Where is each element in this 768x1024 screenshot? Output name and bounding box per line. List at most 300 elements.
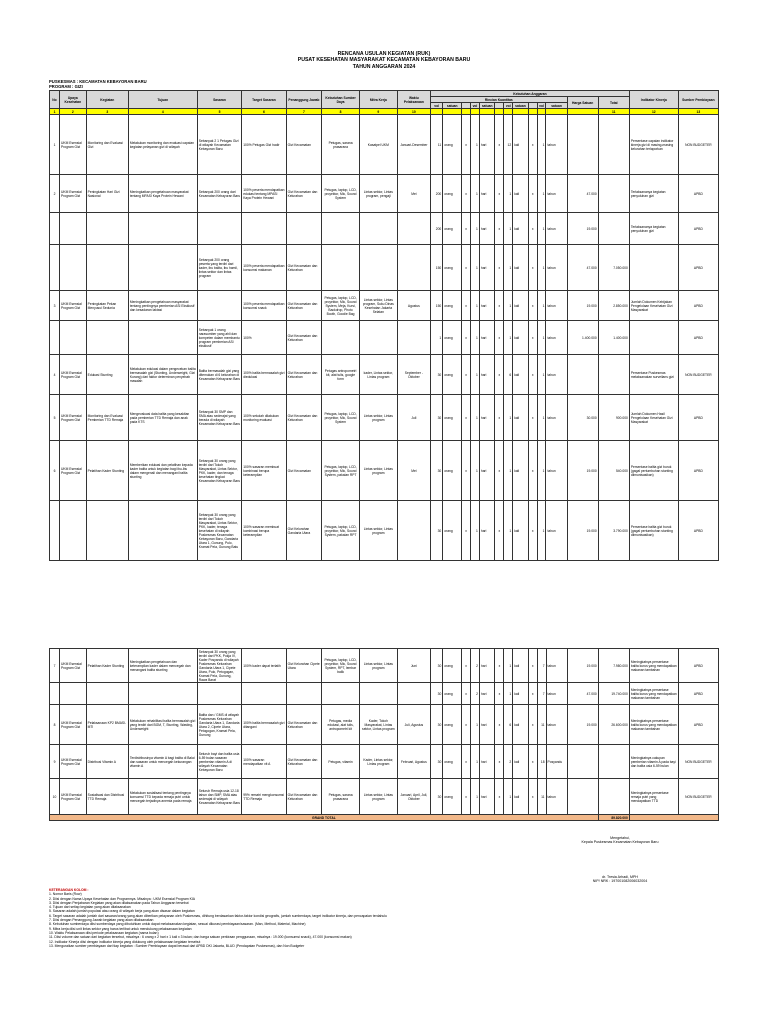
cell-pj: Gizi Kecamatan (286, 441, 322, 501)
cell-kegiatan: Sosialisasi dan Distribusi TTD Remaja (86, 779, 128, 815)
column-number: 2 (60, 109, 87, 115)
cell-total: 26.600.000 (598, 705, 629, 745)
cell-x3: x (528, 355, 537, 395)
cell-s1: orang (443, 321, 462, 355)
cell-v1: 30 (431, 705, 443, 745)
cell-kegiatan (86, 501, 128, 561)
cell-s3: kali (513, 213, 529, 245)
cell-s3: kali (513, 291, 529, 321)
cell-s1: orang (443, 745, 462, 779)
cell-mitra: Lintas sektor, Lintas program (359, 395, 397, 441)
cell-s3: kali (513, 395, 529, 441)
cell-s1: orang (443, 395, 462, 441)
cell-biaya: APBD (678, 705, 718, 745)
note-item: 11. Diisi volume dan satuan dari kegiatan tersebut, misalnya : 6 orang x 2 hari x 1 kali x 3 bulan; dan harga satuan perkiraan penggunaan, misalnya : 19.000 (konsumsi snack), 47.000 (konsumsi makan) (49, 935, 352, 940)
cell-x3: x (528, 175, 537, 213)
cell-indikator: Meningkatnya persentase balita kurus yang mendapatkan makanan tambahan (629, 649, 678, 683)
cell-x2: x (495, 705, 504, 745)
cell-v1: 11 (431, 115, 443, 175)
cell-v3: 1 (504, 441, 513, 501)
cell-waktu (397, 245, 430, 291)
cell-tujuan: Melakukan rehabilitasi balita bermasalah gizi yang terdiri dari BGM, T, Stunting, Wasting, Underweight (128, 705, 197, 745)
cell-tujuan: Melakukan monitoring dan evaluasi capaian kegiatan pelayanan gizi di wilayah (128, 115, 197, 175)
cell-biaya: NON BUDGETER (678, 355, 718, 395)
cell-v4: 1 (537, 245, 546, 291)
cell-upaya: UKM Esensial Program Gizi (60, 705, 87, 745)
cell-s4: tahun (546, 501, 567, 561)
cell-s1: orang (443, 213, 462, 245)
cell-s2: hari (479, 441, 495, 501)
note-item: 3. Diisi dengan Penjabaran Kegiatan yang akan dilaksanakan pada Tahun Anggaran tersebut (49, 900, 189, 905)
cell-upaya: UKM Esensial Program Gizi (60, 779, 87, 815)
cell-v2: 1 (471, 355, 480, 395)
cell-biaya: APBD (678, 395, 718, 441)
notes-section (49, 888, 649, 948)
program-label: PROGRAM : GIZI (49, 84, 83, 89)
cell-total: 7.980.000 (598, 649, 629, 683)
cell-no: 2 (50, 175, 60, 213)
cell-harga: 19.000 (567, 705, 598, 745)
cell-kegiatan (86, 245, 128, 291)
cell-x1: x (462, 501, 471, 561)
cell-waktu (397, 213, 430, 245)
signature-block-bottom (570, 875, 670, 884)
note-item: 9. Mitra kerja diisi unit lintas sektor yang harus terlibat untuk mendukung pelaksanaan kegiatan (49, 926, 192, 931)
cell-s3: kali (513, 745, 529, 779)
cell-s3: kali (513, 501, 529, 561)
cell-s2: hari (479, 245, 495, 291)
col-anggaran: Kebutuhan Anggaran (431, 91, 630, 97)
cell-mitra: Kasatpel UKM (359, 115, 397, 175)
col-sumber-daya: Kebutuhan Sumber Daya (322, 91, 360, 109)
cell-x3: x (528, 705, 537, 745)
note-item: 1. Nomor Baris (Row) (49, 892, 82, 897)
cell-x1: x (462, 649, 471, 683)
cell-v4: 1 (537, 501, 546, 561)
cell-sd (322, 321, 360, 355)
cell-v1: 30 (431, 501, 443, 561)
column-number: 7 (286, 109, 322, 115)
cell-x2: x (495, 649, 504, 683)
cell-waktu: Mei (397, 175, 430, 213)
cell-s3: kali (513, 683, 529, 705)
unit-info (49, 79, 147, 89)
cell-harga (567, 355, 598, 395)
cell-x1: x (462, 213, 471, 245)
cell-total: 900.000 (598, 395, 629, 441)
cell-s2: hari (479, 175, 495, 213)
cell-kegiatan: Distribusi Vitamin A (86, 745, 128, 779)
col-no: No (50, 91, 60, 109)
cell-tujuan: Memberikan edukasi dan pelatihan kepada kader balita untuk kegiatan bagi ibu-ibu dalam mengenali dan menangani balita stunting (128, 441, 197, 501)
cell-pj: Gizi Kelurahan Gandaria Utara (286, 501, 322, 561)
cell-v1: 150 (431, 245, 443, 291)
cell-pj: Gizi Kecamatan dan Kelurahan (286, 321, 322, 355)
cell-s3: kali (513, 779, 529, 815)
cell-s2: hari (479, 213, 495, 245)
cell-pj: Gizi Kecamatan dan Kelurahan (286, 291, 322, 321)
table-row (50, 213, 719, 245)
cell-v1: 30 (431, 745, 443, 779)
table-row (50, 115, 719, 175)
column-number: 8 (322, 109, 360, 115)
cell-indikator: Meningkatnya persentase remaja putri yang mendapatkan TTD (629, 779, 678, 815)
cell-mitra: Lintas sektor, Lintas program (359, 779, 397, 815)
cell-total: 19.740.000 (598, 683, 629, 705)
col-satuan-1: satuan (443, 103, 462, 109)
cell-biaya: APBD (678, 501, 718, 561)
cell-biaya: APBD (678, 441, 718, 501)
cell-v4: 1 (537, 213, 546, 245)
cell-sasaran (197, 213, 241, 245)
cell-mitra: Lintas sektor, Lintas program, pengaji (359, 175, 397, 213)
cell-x1: x (462, 291, 471, 321)
cell-tujuan: Meningkatkan pengetahuan masyarakat tentang MPASI Kaya Protein Hewani (128, 175, 197, 213)
cell-waktu: Juli (397, 395, 430, 441)
cell-indikator: Jumlah Dokumen Kebijakan Pengelolaan Kesehatan Gizi Masyarakat (629, 291, 678, 321)
cell-kegiatan (86, 683, 128, 705)
cell-harga (567, 779, 598, 815)
cell-v2: 1 (471, 175, 480, 213)
cell-mitra (359, 245, 397, 291)
cell-mitra: Kader, Tokoh Masyarakat, Lintas sektor, Lintas program (359, 705, 397, 745)
cell-s3: kali (513, 115, 529, 175)
cell-sd (322, 245, 360, 291)
grand-total-row (50, 815, 719, 821)
cell-v4: 11 (537, 779, 546, 815)
cell-s3: kali (513, 649, 529, 683)
cell-kegiatan: Pelaksanaan KP2 BMASI-MTI (86, 705, 128, 745)
cell-waktu: Juni (397, 649, 430, 683)
cell-pj: Gizi Kecamatan dan Kelurahan (286, 395, 322, 441)
cell-target: 100% sasaran membuat kombinasi berupa keterampilan (242, 441, 286, 501)
cell-harga: 1.400.000 (567, 321, 598, 355)
cell-v3: 1 (504, 291, 513, 321)
cell-kegiatan: Monitoring dan Evaluasi Pemberian TTD Remaja (86, 395, 128, 441)
cell-target: 100% sekolah dilakukan monitoring evaluasi (242, 395, 286, 441)
jabatan-label: Kepala Puskesmas Kecamatan Kebayoran Baru (581, 840, 659, 845)
cell-tujuan (128, 245, 197, 291)
cell-v3: 2 (504, 745, 513, 779)
cell-indikator (629, 245, 678, 291)
cell-x3: x (528, 245, 537, 291)
cell-x3: x (528, 501, 537, 561)
cell-tujuan: Melakukan edukasi dalam pengecekan balita bermasalah gizi (Stunting, Underweight, Gizi Kurang) dari faktor determinan penyebab masalah (128, 355, 197, 395)
cell-target: 100% sasaran membuat kombinasi berupa keterampilan (242, 501, 286, 561)
table-row (50, 245, 719, 291)
signer-name: dr. Tresia Arhadi, MPH (602, 875, 638, 879)
cell-total: 1.400.000 (598, 321, 629, 355)
cell-s3: kali (513, 245, 529, 291)
cell-total (598, 213, 629, 245)
cell-mitra: Lintas sektor, Lintas program (359, 501, 397, 561)
cell-x3: x (528, 291, 537, 321)
cell-x2: x (495, 683, 504, 705)
cell-sd: Petugas, laptop, LCD, proyektor, Mic, Sound System, Meja, Kursi, Backdrop, Photo Booth, Goodie Bag (322, 291, 360, 321)
cell-v4: 1 (537, 395, 546, 441)
cell-biaya: APBD (678, 175, 718, 213)
note-item: 10. Waktu Pelaksanaan diisi periode pelaksanaan kegiatan (nama bulan) (49, 930, 159, 935)
cell-target: 100% Petugas Gizi hadir (242, 115, 286, 175)
cell-v2: 1 (471, 213, 480, 245)
cell-s4: tahun (546, 649, 567, 683)
cell-sasaran (197, 291, 241, 321)
cell-sasaran: Seluruh bayi dan balita usia 6-59 bulan sasaran pemberian vitamin A di wilayah Kecamatan Kebayoran Baru (197, 745, 241, 779)
cell-sasaran: Sebanyak 1 orang narasumber yang ahli dan kompeten dalam membantu program pemberian ASI eksklusif (197, 321, 241, 355)
cell-upaya: UKM Esensial Program Gizi (60, 395, 87, 441)
cell-sd: Petugas, laptop, LCD, proyektor, Mic, Sound System (322, 395, 360, 441)
table-body-bottom (50, 649, 719, 815)
cell-upaya (60, 501, 87, 561)
cell-biaya: APBD (678, 321, 718, 355)
note-item: 6. Target sasaran adalah jumlah dari sasaran/orang yang akan diberikan pelayanan oleh Puskesmas, dihitung berdasarkan faktor-faktor kondisi geografis, jumlah sumberdaya, target indikator kinerja, dan pencapaian terdahulu (49, 913, 387, 918)
cell-v2: 1 (471, 745, 480, 779)
cell-x1: x (462, 683, 471, 705)
cell-x3: x (528, 649, 537, 683)
cell-waktu (397, 683, 430, 705)
table-row (50, 441, 719, 501)
cell-sasaran (197, 683, 241, 705)
cell-sasaran: Sebanyak 200 orang dari Kecamatan Kebayoran Baru (197, 175, 241, 213)
cell-v2: 1 (471, 441, 480, 501)
cell-v4: 7 (537, 649, 546, 683)
cell-s3: kali (513, 321, 529, 355)
cell-x2: x (495, 745, 504, 779)
cell-total: 7.050.000 (598, 245, 629, 291)
cell-sasaran: Balita bermasalah gizi yang ditemukan di 6 kelurahan di Kecamatan Kebayoran Baru (197, 355, 241, 395)
cell-s4: tahun (546, 705, 567, 745)
cell-sd: Petugas, media edukasi, alat tulis, antropometri kit (322, 705, 360, 745)
cell-indikator: Terlaksananya kegiatan penyuluhan gizi (629, 213, 678, 245)
cell-v4: 1 (537, 115, 546, 175)
cell-tujuan: Terdistribusinya vitamin A bagi balita di Balai dan sasaran untuk mencegah kekurangan vitamin A (128, 745, 197, 779)
cell-v4: 1 (537, 441, 546, 501)
cell-target: 100% (242, 321, 286, 355)
cell-s4: tahun (546, 779, 567, 815)
cell-v1: 1 (431, 321, 443, 355)
document-title (0, 51, 768, 70)
mengetahui-label: Mengetahui, (610, 836, 630, 840)
col-target: Target Sasaran (242, 91, 286, 109)
note-item: 13. Menguraikan sumber pembiayaan dari tiap kegiatan : Sumber Pembiayaan dapat berasal dari APBD DKI Jakarta, BLUD (Pendapatan Puskesmas), dan Non Budgeter (49, 943, 305, 948)
cell-s2: hari (479, 355, 495, 395)
table-body-top (50, 115, 719, 561)
cell-tujuan: Meningkatkan pengetahuan dan keterampilan kader dalam mencegah dan menangani balita stunting (128, 649, 197, 683)
cell-indikator: Meningkatnya persentase balita kurus yang mendapatkan makanan tambahan (629, 683, 678, 705)
cell-sasaran: Sebanyak 2 1 Petugas Gizi di wilayah Kecamatan Kebayoran Baru (197, 115, 241, 175)
cell-x2: x (495, 321, 504, 355)
cell-sasaran: Sebanyak 30 SMP dan SMA atau sederajat yang berada di wilayah Kecamatan Kebayoran Baru (197, 395, 241, 441)
col-sumber-pembiayaan: Sumber Pembiayaan (678, 91, 718, 109)
cell-v4: 11 (537, 705, 546, 745)
cell-upaya (60, 245, 87, 291)
cell-v3: 1 (504, 245, 513, 291)
cell-harga: 19.000 (567, 441, 598, 501)
cell-v2: 2 (471, 683, 480, 705)
cell-s1: orang (443, 649, 462, 683)
cell-sasaran: Sebanyak 30 orang yang terdiri dari PKK, Pokja IV, Kader Posyandu di wilayah Puskesmas Kelurahan Gandaria Utara 1, Cipete Utara, Pulo, Petogogan, Kramat Pela, Gunung, Rawa Barat (197, 649, 241, 683)
cell-v4: 1 (537, 355, 546, 395)
cell-no: 10 (50, 779, 60, 815)
cell-mitra: kader, Lintas sektor, Lintas program (359, 355, 397, 395)
grand-total-label: GRAND TOTAL (50, 815, 599, 821)
cell-no (50, 683, 60, 705)
cell-mitra: Lintas sektor, Lintas program (359, 441, 397, 501)
cell-harga (567, 745, 598, 779)
cell-indikator: Meningkatnya cakupan pemberian vitamin A pada bayi dan balita usia 6-59 bulan (629, 745, 678, 779)
cell-upaya: UKM Esensial Program Gizi (60, 291, 87, 321)
cell-total (598, 115, 629, 175)
col-satuan-2: satuan (479, 103, 495, 109)
cell-harga: 47.000 (567, 683, 598, 705)
cell-target (242, 683, 286, 705)
cell-upaya: UKM Esensial Program Gizi (60, 649, 87, 683)
cell-no (50, 501, 60, 561)
cell-s4: tahun (546, 291, 567, 321)
cell-kegiatan (86, 213, 128, 245)
cell-v2: 1 (471, 779, 480, 815)
cell-v1: 30 (431, 395, 443, 441)
cell-s1: orang (443, 175, 462, 213)
cell-upaya (60, 213, 87, 245)
cell-pj: Gizi Kecamatan dan Kelurahan (286, 745, 322, 779)
cell-tujuan (128, 321, 197, 355)
column-number: 12 (629, 109, 678, 115)
cell-biaya: NON BUDGETER (678, 779, 718, 815)
cell-x2: x (495, 395, 504, 441)
signature-block-top (560, 836, 680, 845)
table-row (50, 291, 719, 321)
cell-no: 7 (50, 649, 60, 683)
cell-total (598, 355, 629, 395)
notes-list (49, 892, 649, 948)
cell-harga: 47.000 (567, 175, 598, 213)
cell-sd: Petugas, laptop, LCD, proyektor, Mic, Sound System, pakaian RPT (322, 441, 360, 501)
cell-total (598, 745, 629, 779)
cell-v3: 1 (504, 395, 513, 441)
cell-v3: 1 (504, 175, 513, 213)
cell-kegiatan: Monitoring dan Evaluasi Gizi (86, 115, 128, 175)
cell-x3: x (528, 779, 537, 815)
cell-biaya: NON BUDGETER (678, 745, 718, 779)
cell-s3: kali (513, 355, 529, 395)
cell-s2: hari (479, 683, 495, 705)
cell-v4: 18 (537, 745, 546, 779)
cell-v3: 1 (504, 213, 513, 245)
cell-target: 100% kader dapat terlatih (242, 649, 286, 683)
col-total: Total (598, 97, 629, 109)
cell-target: 100% peserta mendapatkan konsumsi makanan (242, 245, 286, 291)
cell-v4: 7 (537, 683, 546, 705)
cell-x2: x (495, 115, 504, 175)
cell-s1: orang (443, 115, 462, 175)
cell-s2: hari (479, 395, 495, 441)
cell-pj (286, 213, 322, 245)
cell-no: 8 (50, 705, 60, 745)
cell-indikator: Persentase Puskesmas melaksanakan surveilans gizi (629, 355, 678, 395)
cell-waktu: Juli, Agustus (397, 705, 430, 745)
cell-s2: hari (479, 291, 495, 321)
cell-x3: x (528, 213, 537, 245)
cell-v4: 1 (537, 321, 546, 355)
note-item: 12. Indikator Kinerja diisi dengan indikator kinerja yang didukung oleh pelaksanaan kegiatan tersebut (49, 939, 201, 944)
cell-harga (567, 115, 598, 175)
cell-mitra: Kader, Lintas sektor, Lintas program (359, 745, 397, 779)
table-row (50, 321, 719, 355)
cell-mitra: Lintas sektor, Lintas program (359, 649, 397, 683)
cell-s4: tahun (546, 441, 567, 501)
cell-pj: Gizi Kecamatan (286, 115, 322, 175)
cell-tujuan: Mengevaluasi data balita yang kesakitan pada pemberian TTD Remaja dan anak pada KTS (128, 395, 197, 441)
cell-x1: x (462, 705, 471, 745)
cell-sd: Petugas, laptop, LCD, proyektor, Mic, Sound System (322, 175, 360, 213)
cell-v2: 1 (471, 395, 480, 441)
signer-nip: NIP/ NRK : 197001082006032004 (592, 879, 648, 884)
cell-v1: 30 (431, 355, 443, 395)
cell-kegiatan: Pelatihan Kader Stunting (86, 649, 128, 683)
cell-tujuan (128, 501, 197, 561)
cell-no: 1 (50, 115, 60, 175)
cell-v1: 30 (431, 683, 443, 705)
cell-x3: x (528, 321, 537, 355)
cell-v3: 6 (504, 355, 513, 395)
cell-v3: 1 (504, 683, 513, 705)
cell-biaya: APBD (678, 213, 718, 245)
cell-x2: x (495, 213, 504, 245)
cell-target: 100% sasaran mendapatkan vit A (242, 745, 286, 779)
cell-upaya: UKM Esensial Program Gizi (60, 441, 87, 501)
cell-target: 100% balita bermasalah gizi diedukasi (242, 355, 286, 395)
cell-upaya: UKM Esensial Program Gizi (60, 115, 87, 175)
cell-s2: hari (479, 321, 495, 355)
column-number: 3 (86, 109, 128, 115)
cell-s1: orang (443, 291, 462, 321)
cell-kegiatan: Peningkatan Pekan Menyusui Sedunia (86, 291, 128, 321)
cell-indikator: Persentase balita gizi buruk (gagal pertumbuhan stunting diimunisasikan) (629, 501, 678, 561)
note-item: 5. Sasaran adalah jumlah populasi atau orang di wilayah kerja yang akan disasar dalam kegiatan (49, 909, 195, 914)
table-row (50, 649, 719, 683)
cell-mitra (359, 683, 397, 705)
cell-mitra (359, 213, 397, 245)
cell-x1: x (462, 441, 471, 501)
cell-x3: x (528, 395, 537, 441)
cell-x3: x (528, 441, 537, 501)
cell-v1: 30 (431, 441, 443, 501)
cell-pj: Gizi Kelurahan Cipete Utara (286, 649, 322, 683)
cell-v2: 1 (471, 321, 480, 355)
cell-s2: hari (479, 115, 495, 175)
cell-s2: hari (479, 649, 495, 683)
cell-tujuan: Meningkatkan pengetahuan masyarakat tentang pentingnya pemberian ASI Eksklusif dan kesadaran laktasi (128, 291, 197, 321)
cell-sasaran: Sebanyak 30 orang yang terdiri dari Tokoh Masyarakat, Lintas Sektor, PKK, kader, dan tenaga kesehatan tingkat Kecamatan Kebayoran Baru (197, 441, 241, 501)
cell-s1: orang (443, 705, 462, 745)
cell-s4: tahun (546, 321, 567, 355)
cell-sasaran: Balita dan / GMS di wilayah Puskesmas Kelurahan Gandaria Utara 1, Gandaria Utara 2, Cipete Utara, Petogogan, Kramat Pela, Gunung (197, 705, 241, 745)
cell-sd: Petugas, vitamin (322, 745, 360, 779)
cell-tujuan: Melakukan sosialisasi tentang pentingnya konsumsi TTD kepada remaja putri untuk mencegah terjadinya anemia pada remaja (128, 779, 197, 815)
cell-waktu (397, 501, 430, 561)
grand-total-value: 89.820.000 (598, 815, 629, 821)
cell-x1: x (462, 245, 471, 291)
cell-indikator: Terlaksananya kegiatan penyuluhan gizi (629, 175, 678, 213)
title-line-2: PUSAT KESEHATAN MASYARAKAT KECAMATAN KEBAYORAN BARU (297, 57, 471, 64)
cell-indikator: Meningkatnya persentase balita kurus yang mendapatkan makanan tambahan (629, 705, 678, 745)
cell-kegiatan: Peningkatan Hari Gizi Nasional (86, 175, 128, 213)
cell-s2: hari (479, 779, 495, 815)
cell-no: 6 (50, 441, 60, 501)
cell-total (598, 175, 629, 213)
cell-v2: 1 (471, 115, 480, 175)
